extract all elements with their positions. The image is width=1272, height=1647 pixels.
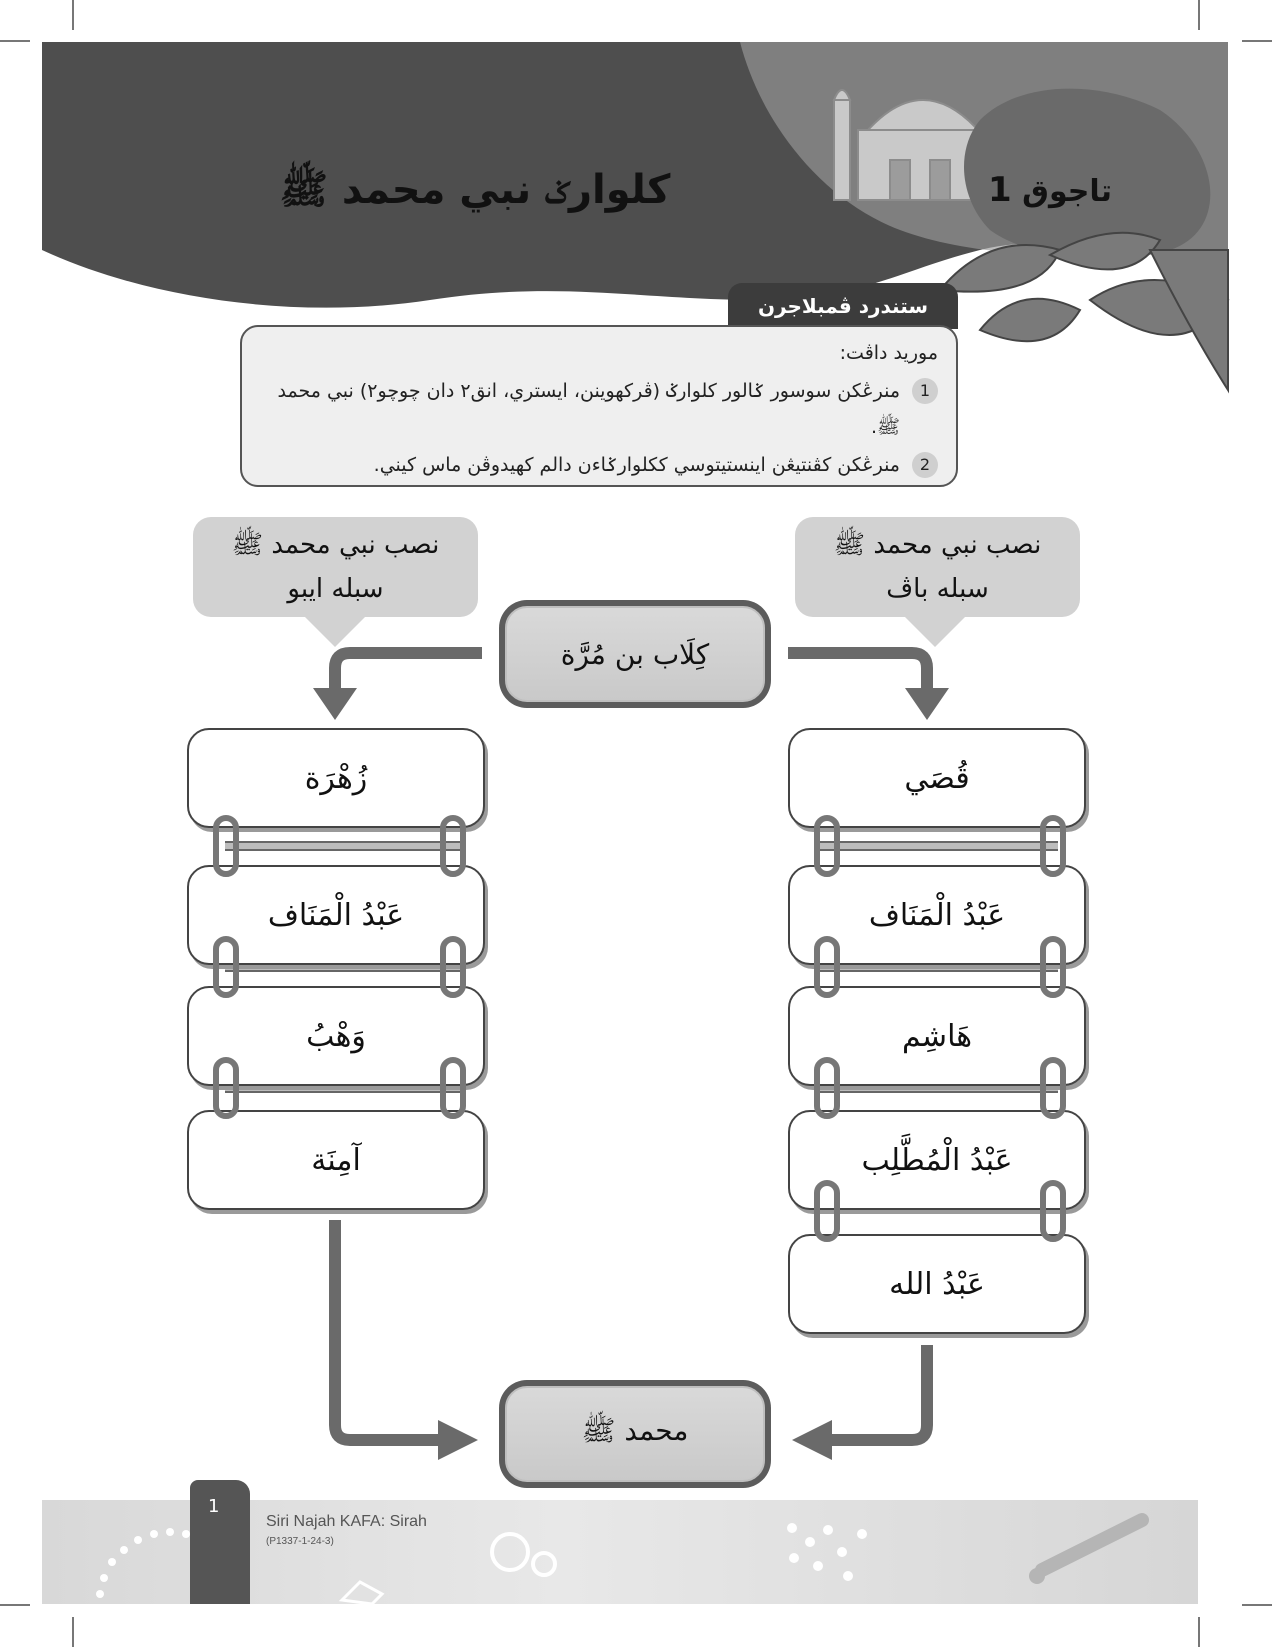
bubble-line: سبله ايبو: [287, 574, 384, 604]
arrow-head: [438, 1420, 478, 1460]
standard-number: 1: [912, 378, 938, 404]
bubble-line: نصب نبي محمد ﷺ: [231, 530, 440, 560]
father-line-card: عَبْدُ الْمُطَّلِب: [788, 1110, 1086, 1210]
standard-text: منرڠکن سوسور ݢالور كلوارݢ (ڤرکهوينن، ايستري، انق٢ دان چوچو٢) نبي محمد ﷺ.: [277, 380, 900, 438]
standard-tab: ستندرد ڤمبلاجرن: [728, 283, 958, 329]
arrow-left-down: [335, 653, 482, 690]
father-line-card: قُصَي: [788, 728, 1086, 828]
book-code: (P1337-1-24-3): [266, 1536, 334, 1547]
chapter-number: 1: [988, 170, 1012, 210]
father-line-card: عَبْدُ الله: [788, 1234, 1086, 1334]
prophet-name: محمد ﷺ: [505, 1386, 765, 1482]
binder-ring: [440, 1057, 466, 1119]
arrow-head: [313, 688, 357, 720]
chain-link: [225, 841, 465, 851]
page-number: 1: [208, 1496, 220, 1517]
binder-ring: [213, 936, 239, 998]
page-number-tab: [190, 1480, 250, 1604]
series-title: Siri Najah KAFA: Sirah: [266, 1513, 427, 1530]
binder-ring: [814, 936, 840, 998]
binder-ring: [814, 815, 840, 877]
standard-number: 2: [912, 452, 938, 478]
arrow-right-to-target: [830, 1345, 927, 1440]
chapter-title: كلوارݢ نبي محمد ﷺ: [279, 167, 671, 213]
mother-lineage-bubble: [193, 517, 478, 617]
binder-ring: [814, 1180, 840, 1242]
binder-ring: [1040, 1180, 1066, 1242]
chapter-word: تاجوق: [1022, 174, 1112, 209]
arrow-head: [792, 1420, 832, 1460]
arrow-right-down: [788, 653, 927, 690]
binder-ring: [1040, 1057, 1066, 1119]
mother-line-card: عَبْدُ الْمَنَاف: [187, 865, 485, 965]
father-line-card: عَبْدُ الْمَنَاف: [788, 865, 1086, 965]
father-line-card: هَاشِم: [788, 986, 1086, 1086]
chain-link: [818, 841, 1058, 851]
standard-text: منرڠکن کڤنتيڠن اينستيتوسي ککلوارݢاءن دالم کهيدوڤن ماس کيني.: [373, 454, 900, 476]
binder-ring: [1040, 936, 1066, 998]
bubble-tail: [905, 617, 965, 647]
arrow-head: [905, 688, 949, 720]
binder-ring: [213, 815, 239, 877]
mother-line-card: آمِنَة: [187, 1110, 485, 1210]
binder-ring: [814, 1057, 840, 1119]
binder-ring: [213, 1057, 239, 1119]
binder-ring: [440, 936, 466, 998]
root-ancestor-pill: [499, 600, 771, 708]
bubble-line: نصب نبي محمد ﷺ: [833, 530, 1042, 560]
binder-ring: [440, 815, 466, 877]
mother-line-card: وَهْبُ: [187, 986, 485, 1086]
prophet-pill: [499, 1380, 771, 1488]
bubble-line: سبله باڤ: [886, 574, 989, 604]
mother-line-card: زُهْرَة: [187, 728, 485, 828]
root-ancestor-name: كِلَاب بن مُرَّة: [505, 606, 765, 702]
arrow-left-to-target: [335, 1220, 440, 1440]
standard-intro: موريد داڤت:: [839, 342, 938, 364]
bubble-tail: [305, 617, 365, 647]
father-lineage-bubble: [795, 517, 1080, 617]
binder-ring: [1040, 815, 1066, 877]
